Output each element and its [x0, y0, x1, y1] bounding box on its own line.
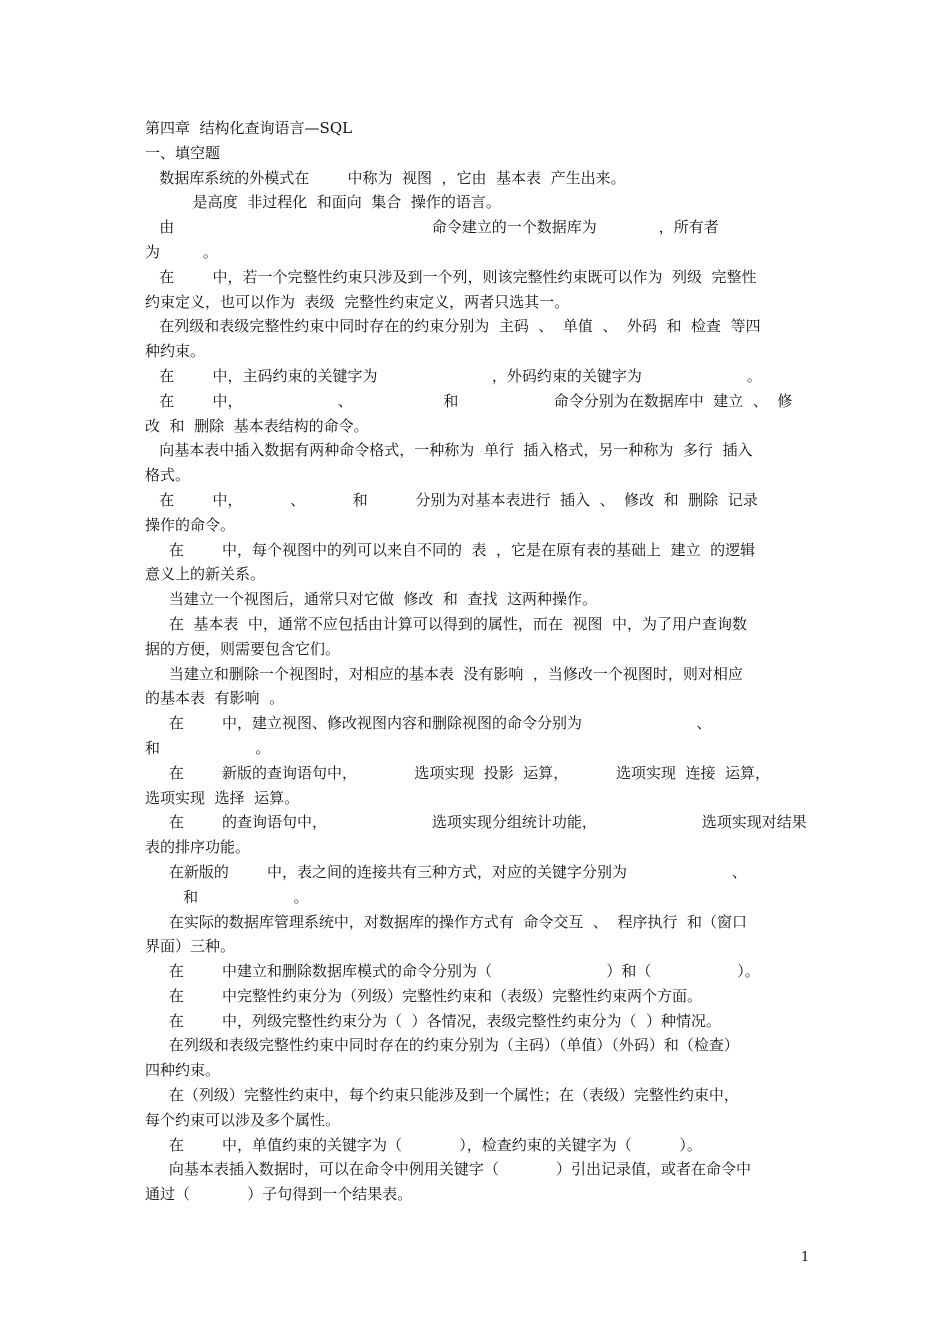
text-line: 操作的命令。 [145, 515, 236, 534]
text-line: 是高度 非过程化 和面向 集合 操作的语言。 [145, 193, 501, 212]
document-body [145, 116, 810, 1207]
text-line: 在 基本表 中，通常不应包括由计算可以得到的属性，而在 视图 中，为了用户查询数 [145, 614, 747, 633]
text-line: 在 中，单值约束的关键字为（ ），检查约束的关键字为（ ）。 [145, 1135, 702, 1154]
text-line: 据的方便，则需要包含它们。 [145, 639, 341, 658]
text-line: 表的排序功能。 [145, 838, 251, 857]
text-line: 选项实现 选择 运算。 [145, 788, 300, 807]
text-line: 每个约束可以涉及多个属性。 [145, 1110, 341, 1129]
text-line: 在列级和表级完整性约束中同时存在的约束分别为 主码 、 单值 、 外码 和 检查 等四 [145, 317, 761, 336]
text-line: 在 中建立和删除数据库模式的命令分别为（ ）和（ ）。 [145, 962, 760, 981]
text-line: 在（列级）完整性约束中，每个约束只能涉及到一个属性；在（表级）完整性约束中， [145, 1086, 739, 1105]
text-line: 界面）三种。 [145, 937, 236, 956]
text-line: 通过（ ）子句得到一个结果表。 [145, 1185, 413, 1204]
text-line: 在 中，主码约束的关键字为 ，外码约束的关键字为 。 [145, 366, 762, 385]
text-line: 和 。 [145, 887, 309, 906]
text-line: 在 中， 、 和 命令分别为在数据库中 建立 、 修 [145, 391, 793, 410]
text-line: 约束定义，也可以作为 表级 完整性约束定义，两者只选其一。 [145, 292, 570, 311]
text-line: 格式。 [145, 466, 191, 485]
text-line: 改 和 删除 基本表结构的命令。 [145, 416, 369, 435]
text-line: 为 。 [145, 242, 218, 261]
chapter-title: 第四章 结构化查询语言—SQL [145, 119, 353, 137]
text-line: 在 中，每个视图中的列可以来自不同的 表 ，它是在原有表的基础上 建立 的逻辑 [145, 540, 756, 559]
text-line: 向基本表中插入数据有两种命令格式，一种称为 单行 插入格式，另一种称为 多行 插入 [145, 441, 753, 460]
text-line: 在 中完整性约束分为（列级）完整性约束和（表级）完整性约束两个方面。 [145, 986, 702, 1005]
text-line: 四种约束。 [145, 1061, 221, 1080]
text-line: 在新版的 中，表之间的连接共有三种方式，对应的关键字分别为 、 [145, 862, 747, 881]
text-line: 在 的查询语句中， 选项实现分组统计功能， 选项实现对结果 [145, 813, 807, 832]
text-line: 的基本表 有影响 。 [145, 689, 285, 708]
page-number: 1 [801, 1250, 810, 1265]
text-line: 在 中，若一个完整性约束只涉及到一个列，则该完整性约束既可以作为 列级 完整性 [145, 267, 757, 286]
text-line: 在 新版的查询语句中， 选项实现 投影 运算， 选项实现 连接 运算， [145, 763, 771, 782]
text-line: 由 命令建立的一个数据库为 ，所有者 [145, 218, 719, 237]
text-line: 在实际的数据库管理系统中，对数据库的操作方式有 命令交互 、 程序执行 和（窗口 [145, 912, 747, 931]
text-line: 当建立和删除一个视图时，对相应的基本表 没有影响 ，当修改一个视图时，则对相应 [145, 664, 743, 683]
text-line: 在列级和表级完整性约束中同时存在的约束分别为（主码）（单值）（外码）和（检查） [145, 1036, 739, 1055]
text-line: 意义上的新关系。 [145, 565, 266, 584]
text-line: 数据库系统的外模式在 中称为 视图 ，它由 基本表 产生出来。 [145, 168, 626, 187]
text-line: 在 中，建立视图、修改视图内容和删除视图的命令分别为 、 [145, 714, 712, 733]
section-heading: 一、填空题 [145, 143, 221, 162]
text-line: 向基本表插入数据时，可以在命令中例用关键字（ ）引出记录值，或者在命令中 [145, 1160, 752, 1179]
text-line: 在 中， 、 和 分别为对基本表进行 插入 、 修改 和 删除 记录 [145, 490, 758, 509]
text-line: 种约束。 [145, 342, 206, 361]
text-line: 当建立一个视图后，通常只对它做 修改 和 查找 这两种操作。 [145, 590, 597, 609]
text-line: 和 。 [145, 738, 271, 757]
text-line: 在 中，列级完整性约束分为（ ）各情况，表级完整性约束分为（ ）种情况。 [145, 1011, 722, 1030]
